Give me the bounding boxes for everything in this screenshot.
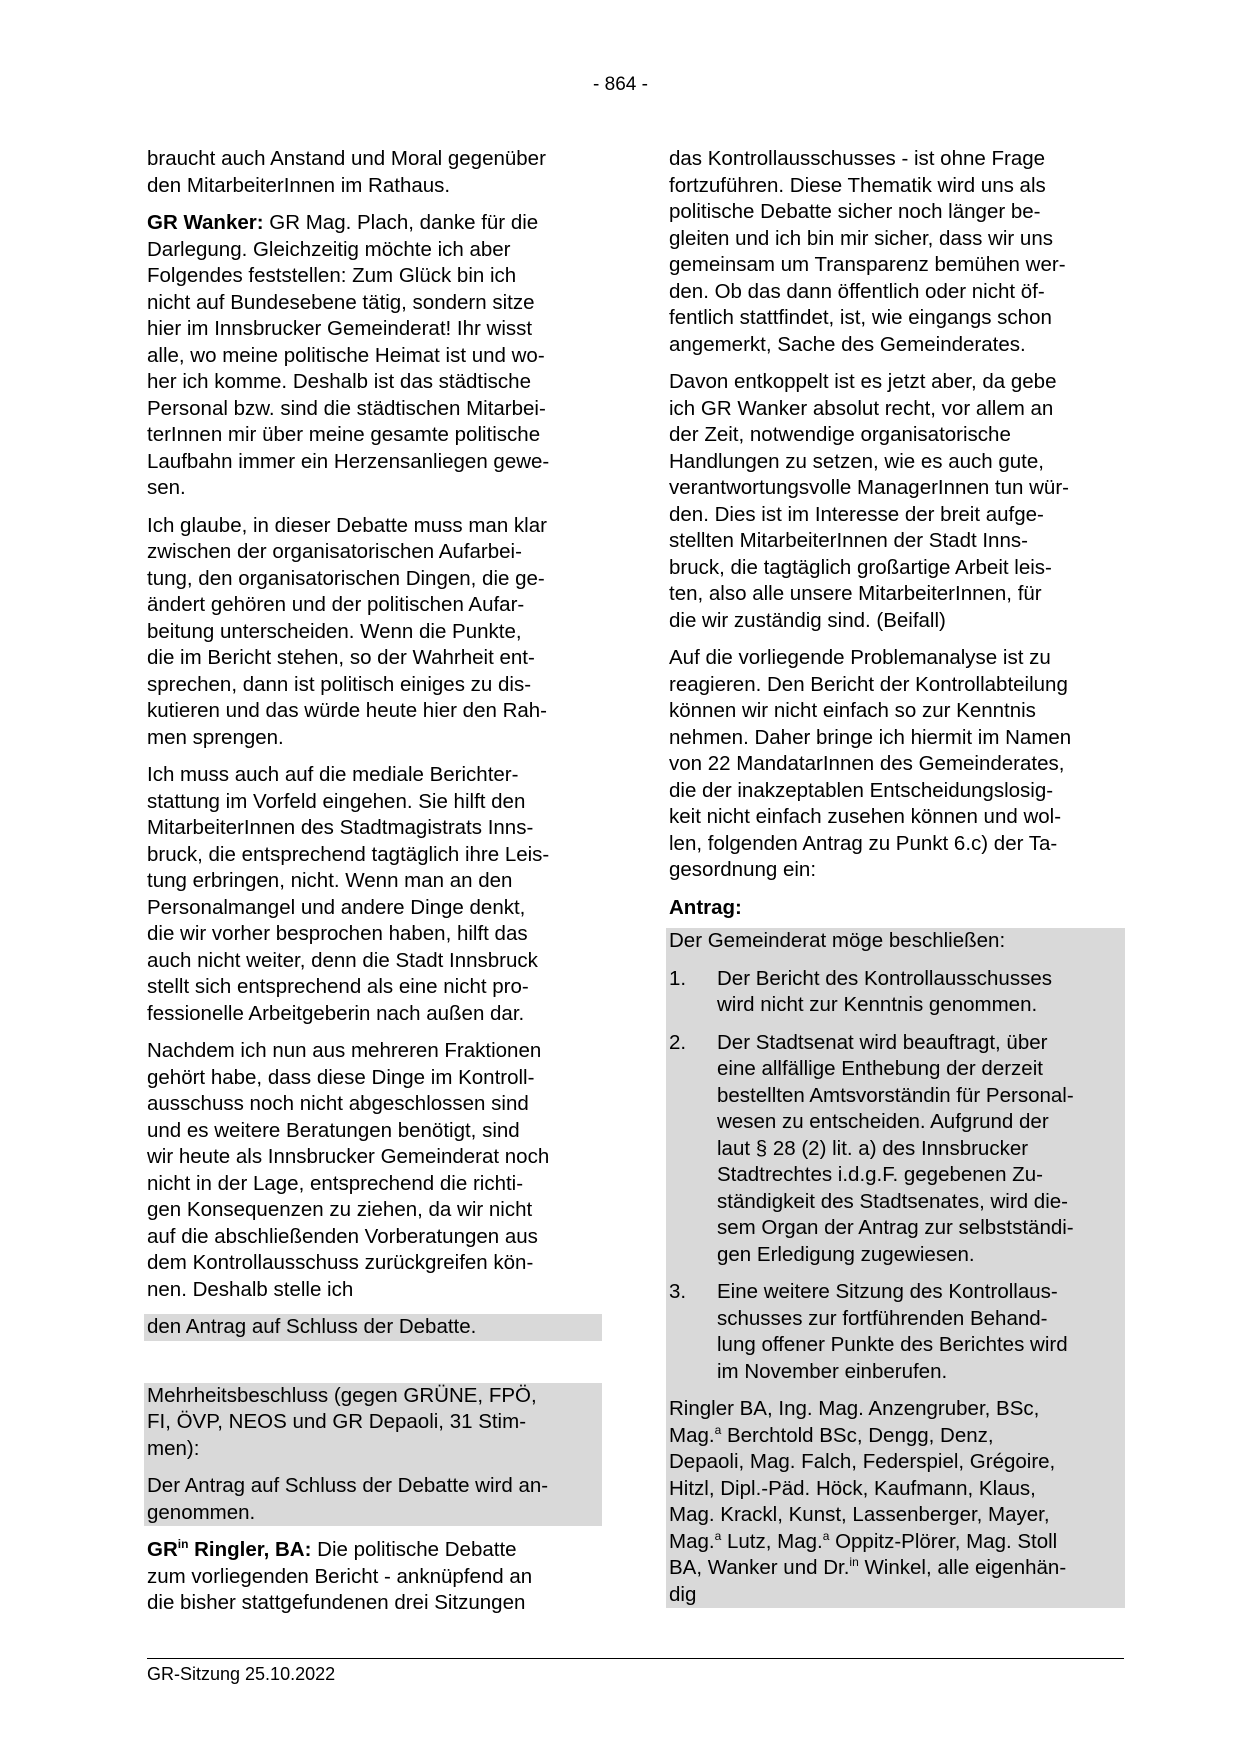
text-line: verantwortungsvolle ManagerInnen tun wür-	[669, 476, 1069, 499]
text-line: auch nicht weiter, denn die Stadt Innsbruck	[147, 948, 538, 972]
text-line: genommen.	[147, 1500, 256, 1524]
text-line: die wir vorher besprochen haben, hilft das	[147, 922, 528, 945]
item-number: 3.	[669, 1280, 687, 1303]
text-line: Der Bericht des Kontrollausschusses	[717, 966, 1052, 990]
text-line: von 22 MandatarInnen des Gemeinderates,	[669, 752, 1065, 775]
antrag-item	[669, 1279, 1125, 1396]
paragraph-debate	[147, 513, 602, 752]
antrag-box	[666, 928, 1125, 1608]
item-text	[717, 1030, 1125, 1269]
item-number: 1.	[669, 966, 687, 990]
text-line: die der inakzeptablen Entscheidungslosig-	[669, 778, 1054, 802]
text-line	[147, 1537, 602, 1564]
text-line: ten, also alle unsere MitarbeiterInnen, für	[669, 582, 1042, 605]
footer-session-date: GR-Sitzung 25.10.2022	[147, 1664, 336, 1684]
text-line: her ich komme. Deshalb ist das städtische	[147, 370, 531, 393]
text-line: reagieren. Den Bericht der Kontrollabteilung	[669, 672, 1068, 696]
text-line: gesordnung ein:	[669, 858, 817, 881]
text-line: len, folgenden Antrag zu Punkt 6.c) der Ta-	[669, 831, 1058, 855]
text-line: die im Bericht stehen, so der Wahrheit ent-	[147, 646, 535, 669]
text-line: Davon entkoppelt ist es jetzt aber, da gebe	[669, 370, 1057, 393]
paragraph-media	[147, 762, 602, 1027]
text-line: nehmen. Daher bringe ich hiermit im Namen	[669, 725, 1072, 749]
text-line: den Antrag auf Schluss der Debatte.	[147, 1315, 477, 1338]
motion-box	[144, 1314, 602, 1341]
text-line: stellt sich entsprechend als eine nicht pro-	[147, 975, 529, 998]
text-line: wesen zu entscheiden. Aufgrund der	[717, 1110, 1049, 1133]
text-line: Der Antrag auf Schluss der Debatte wird an-	[147, 1474, 549, 1497]
text-line: MitarbeiterInnen des Stadtmagistrats Inns-	[147, 816, 534, 839]
antrag-intro	[669, 928, 1125, 966]
text-line: fessionelle Arbeitgeberin nach außen dar.	[147, 1001, 525, 1025]
text-line: ändert gehören und der politischen Aufar-	[147, 593, 525, 616]
text-line: eine allfällige Enthebung der derzeit	[717, 1057, 1043, 1080]
speech-text: GR Mag. Plach, danke für die	[263, 211, 539, 234]
text-line: sen.	[147, 476, 186, 499]
text-line: Nachdem ich nun aus mehreren Fraktionen	[147, 1039, 542, 1062]
text-line: ständigkeit des Stadtsenates, wird die-	[717, 1189, 1068, 1213]
text-line: Depaoli, Mag. Falch, Federspiel, Grégoire,	[669, 1450, 1056, 1473]
text-line: die wir zuständig sind. (Beifall)	[669, 608, 946, 632]
text-line: FI, ÖVP, NEOS und GR Depaoli, 31 Stim-	[147, 1410, 527, 1433]
text-line: BA, Wanker und Dr.$^{in}$ Winkel, alle eigenhän-	[669, 1555, 1067, 1579]
paragraph-wanker	[147, 210, 602, 502]
text-line: den. Ob das dann öffentlich oder nicht öf-	[669, 279, 1045, 303]
text-line: nen. Deshalb stelle ich	[147, 1277, 354, 1301]
text-line	[147, 210, 602, 237]
text-line: alle, wo meine politische Heimat ist und wo-	[147, 343, 545, 367]
text-line: Eine weitere Sitzung des Kontrollaus-	[717, 1280, 1058, 1303]
text-line: keit nicht einfach zusehen können und wol-	[669, 805, 1062, 828]
paragraph-ringler	[147, 1537, 602, 1617]
text-line: schusses zur fortführenden Behand-	[717, 1306, 1048, 1330]
item-text	[717, 966, 1125, 1019]
text-line: nicht auf Bundesebene tätig, sondern sitze	[147, 290, 535, 314]
text-line: ausschuss noch nicht abgeschlossen sind	[147, 1092, 529, 1115]
resolution-result-box	[144, 1473, 602, 1526]
text-line: tung, den organisatorischen Dingen, die ge-	[147, 566, 545, 590]
text-line: hier im Innsbrucker Gemeinderat! Ihr wisst	[147, 317, 533, 340]
text-line: lung offener Punkte des Berichtes wird	[717, 1333, 1068, 1356]
antrag-item	[669, 1030, 1125, 1280]
text-line: gleiten und ich bin mir sicher, dass wir uns	[669, 226, 1053, 250]
item-number: 2.	[669, 1030, 687, 1054]
text-line: men):	[147, 1436, 200, 1460]
text-line: Mag.$^a$ Berchtold BSc, Dengg, Denz,	[669, 1422, 994, 1447]
text-line: tung erbringen, nicht. Wenn man an den	[147, 869, 513, 892]
text-line: zwischen der organisatorischen Aufarbei-	[147, 540, 522, 563]
text-line: Der Gemeinderat möge beschließen:	[669, 929, 1006, 952]
text-line: Hitzl, Dipl.-Päd. Höck, Kaufmann, Klaus,	[669, 1476, 1036, 1500]
text-line: bruck, die entsprechend tagtäglich ihre Leis-	[147, 842, 550, 866]
text-line: zum vorliegenden Bericht - anknüpfend an	[147, 1564, 533, 1588]
paragraph-decoupled	[669, 369, 1125, 634]
text-line: Auf die vorliegende Problemanalyse ist zu	[669, 646, 1051, 669]
text-line: Personal bzw. sind die städtischen Mitarbei-	[147, 396, 546, 420]
text-line: auf die abschließenden Vorberatungen aus	[147, 1224, 538, 1248]
text-line: im November einberufen.	[717, 1359, 948, 1383]
text-line: terInnen mir über meine gesamte politische	[147, 423, 541, 446]
text-line: Handlungen zu setzen, wie es auch gute,	[669, 449, 1044, 473]
text-line: Darlegung. Gleichzeitig möchte ich aber	[147, 237, 511, 261]
text-line: können wir nicht einfach so zur Kenntnis	[669, 699, 1036, 722]
text-line: Der Stadtsenat wird beauftragt, über	[717, 1030, 1048, 1054]
text-line: gen Erledigung zugewiesen.	[717, 1242, 975, 1266]
text-line: Ringler BA, Ing. Mag. Anzengruber, BSc,	[669, 1397, 1040, 1420]
text-line: nicht in der Lage, entsprechend die richti-	[147, 1171, 524, 1195]
text-line: politische Debatte sicher noch länger be-	[669, 200, 1041, 223]
text-line: fortzuführen. Diese Thematik wird uns als	[669, 173, 1046, 197]
page-number: - 864 -	[593, 74, 648, 95]
text-line: sprechen, dann ist politisch einiges zu dis-	[147, 672, 532, 696]
text-line: Laufbahn immer ein Herzensanliegen gewe-	[147, 449, 550, 473]
text-line: Mehrheitsbeschluss (gegen GRÜNE, FPÖ,	[147, 1383, 537, 1407]
text-line: laut § 28 (2) lit. a) des Innsbrucker	[717, 1136, 1029, 1160]
text-line: Personalmangel und andere Dinge denkt,	[147, 895, 526, 919]
speaker-name: $GR^{in}$ Ringler, BA:	[147, 1537, 312, 1561]
speaker-name: GR Wanker:	[147, 211, 264, 234]
text-line: das Kontrollausschusses - ist ohne Frage	[669, 147, 1046, 170]
footer-divider	[147, 1658, 1124, 1659]
text-line: men sprengen.	[147, 725, 284, 749]
text-line: stellten MitarbeiterInnen der Stadt Inns-	[669, 529, 1028, 552]
text-line: wird nicht zur Kenntnis genommen.	[717, 993, 1038, 1016]
item-text	[717, 1279, 1125, 1385]
text-line: kutieren und das würde heute hier den Rah-	[147, 699, 548, 722]
text-line: Ich muss auch auf die mediale Berichter-	[147, 763, 519, 786]
antrag-item	[669, 966, 1125, 1030]
left-column	[147, 146, 602, 1628]
resolution-box	[144, 1383, 602, 1474]
paragraph-continuation	[147, 146, 602, 199]
text-line: wir heute als Innsbrucker Gemeinderat noch	[147, 1145, 550, 1168]
text-line: den. Dies ist im Interesse der breit aufge-	[669, 502, 1044, 526]
text-line: braucht auch Anstand und Moral gegenüber	[147, 147, 546, 170]
text-line: dig	[669, 1582, 697, 1606]
antrag-heading: Antrag:	[669, 895, 742, 919]
paragraph-continuation	[669, 146, 1125, 358]
text-line: die bisher stattgefundenen drei Sitzungen	[147, 1591, 526, 1614]
text-line: und es weitere Beratungen benötigt, sind	[147, 1118, 520, 1142]
text-line: Stadtrechtes i.d.g.F. gegebenen Zu-	[717, 1163, 1043, 1186]
text-line: beitung unterscheiden. Wenn die Punkte,	[147, 619, 522, 643]
text-line: Mag. Krackl, Kunst, Lassenberger, Mayer,	[669, 1503, 1050, 1526]
text-line: angemerkt, Sache des Gemeinderates.	[669, 332, 1026, 356]
text-line: gemeinsam um Transparenz bemühen wer-	[669, 253, 1066, 276]
right-column	[669, 146, 1125, 1608]
text-line: ich GR Wanker absolut recht, vor allem an	[669, 396, 1054, 420]
signatories	[669, 1396, 1125, 1608]
text-line: gehört habe, dass diese Dinge im Kontroll-	[147, 1065, 535, 1089]
text-line: Mag.$^a$ Lutz, Mag.$^a$ Oppitz-Plörer, Mag. Stoll	[669, 1528, 1058, 1553]
speech-text: Die politische Debatte	[311, 1538, 517, 1561]
text-line: der Zeit, notwendige organisatorische	[669, 423, 1011, 446]
text-line: gen Konsequenzen zu ziehen, da wir nicht	[147, 1198, 533, 1221]
text-line: fentlich stattfindet, ist, wie eingangs schon	[669, 306, 1052, 329]
text-line: sem Organ der Antrag zur selbstständi-	[717, 1216, 1074, 1239]
text-line: dem Kontrollausschuss zurückgreifen kön-	[147, 1251, 534, 1274]
text-line: stattung im Vorfeld eingehen. Sie hilft den	[147, 789, 526, 813]
spacer	[147, 1341, 602, 1383]
text-line: Ich glaube, in dieser Debatte muss man klar	[147, 513, 547, 537]
text-line: bruck, die tagtäglich großartige Arbeit leis-	[669, 555, 1052, 579]
text-line: den MitarbeiterInnen im Rathaus.	[147, 173, 451, 197]
paragraph-fractions	[147, 1038, 602, 1303]
paragraph-problem-analysis	[669, 645, 1125, 884]
text-line: Folgendes feststellen: Zum Glück bin ich	[147, 264, 517, 287]
text-line: bestellten Amtsvorständin für Personal-	[717, 1083, 1074, 1107]
